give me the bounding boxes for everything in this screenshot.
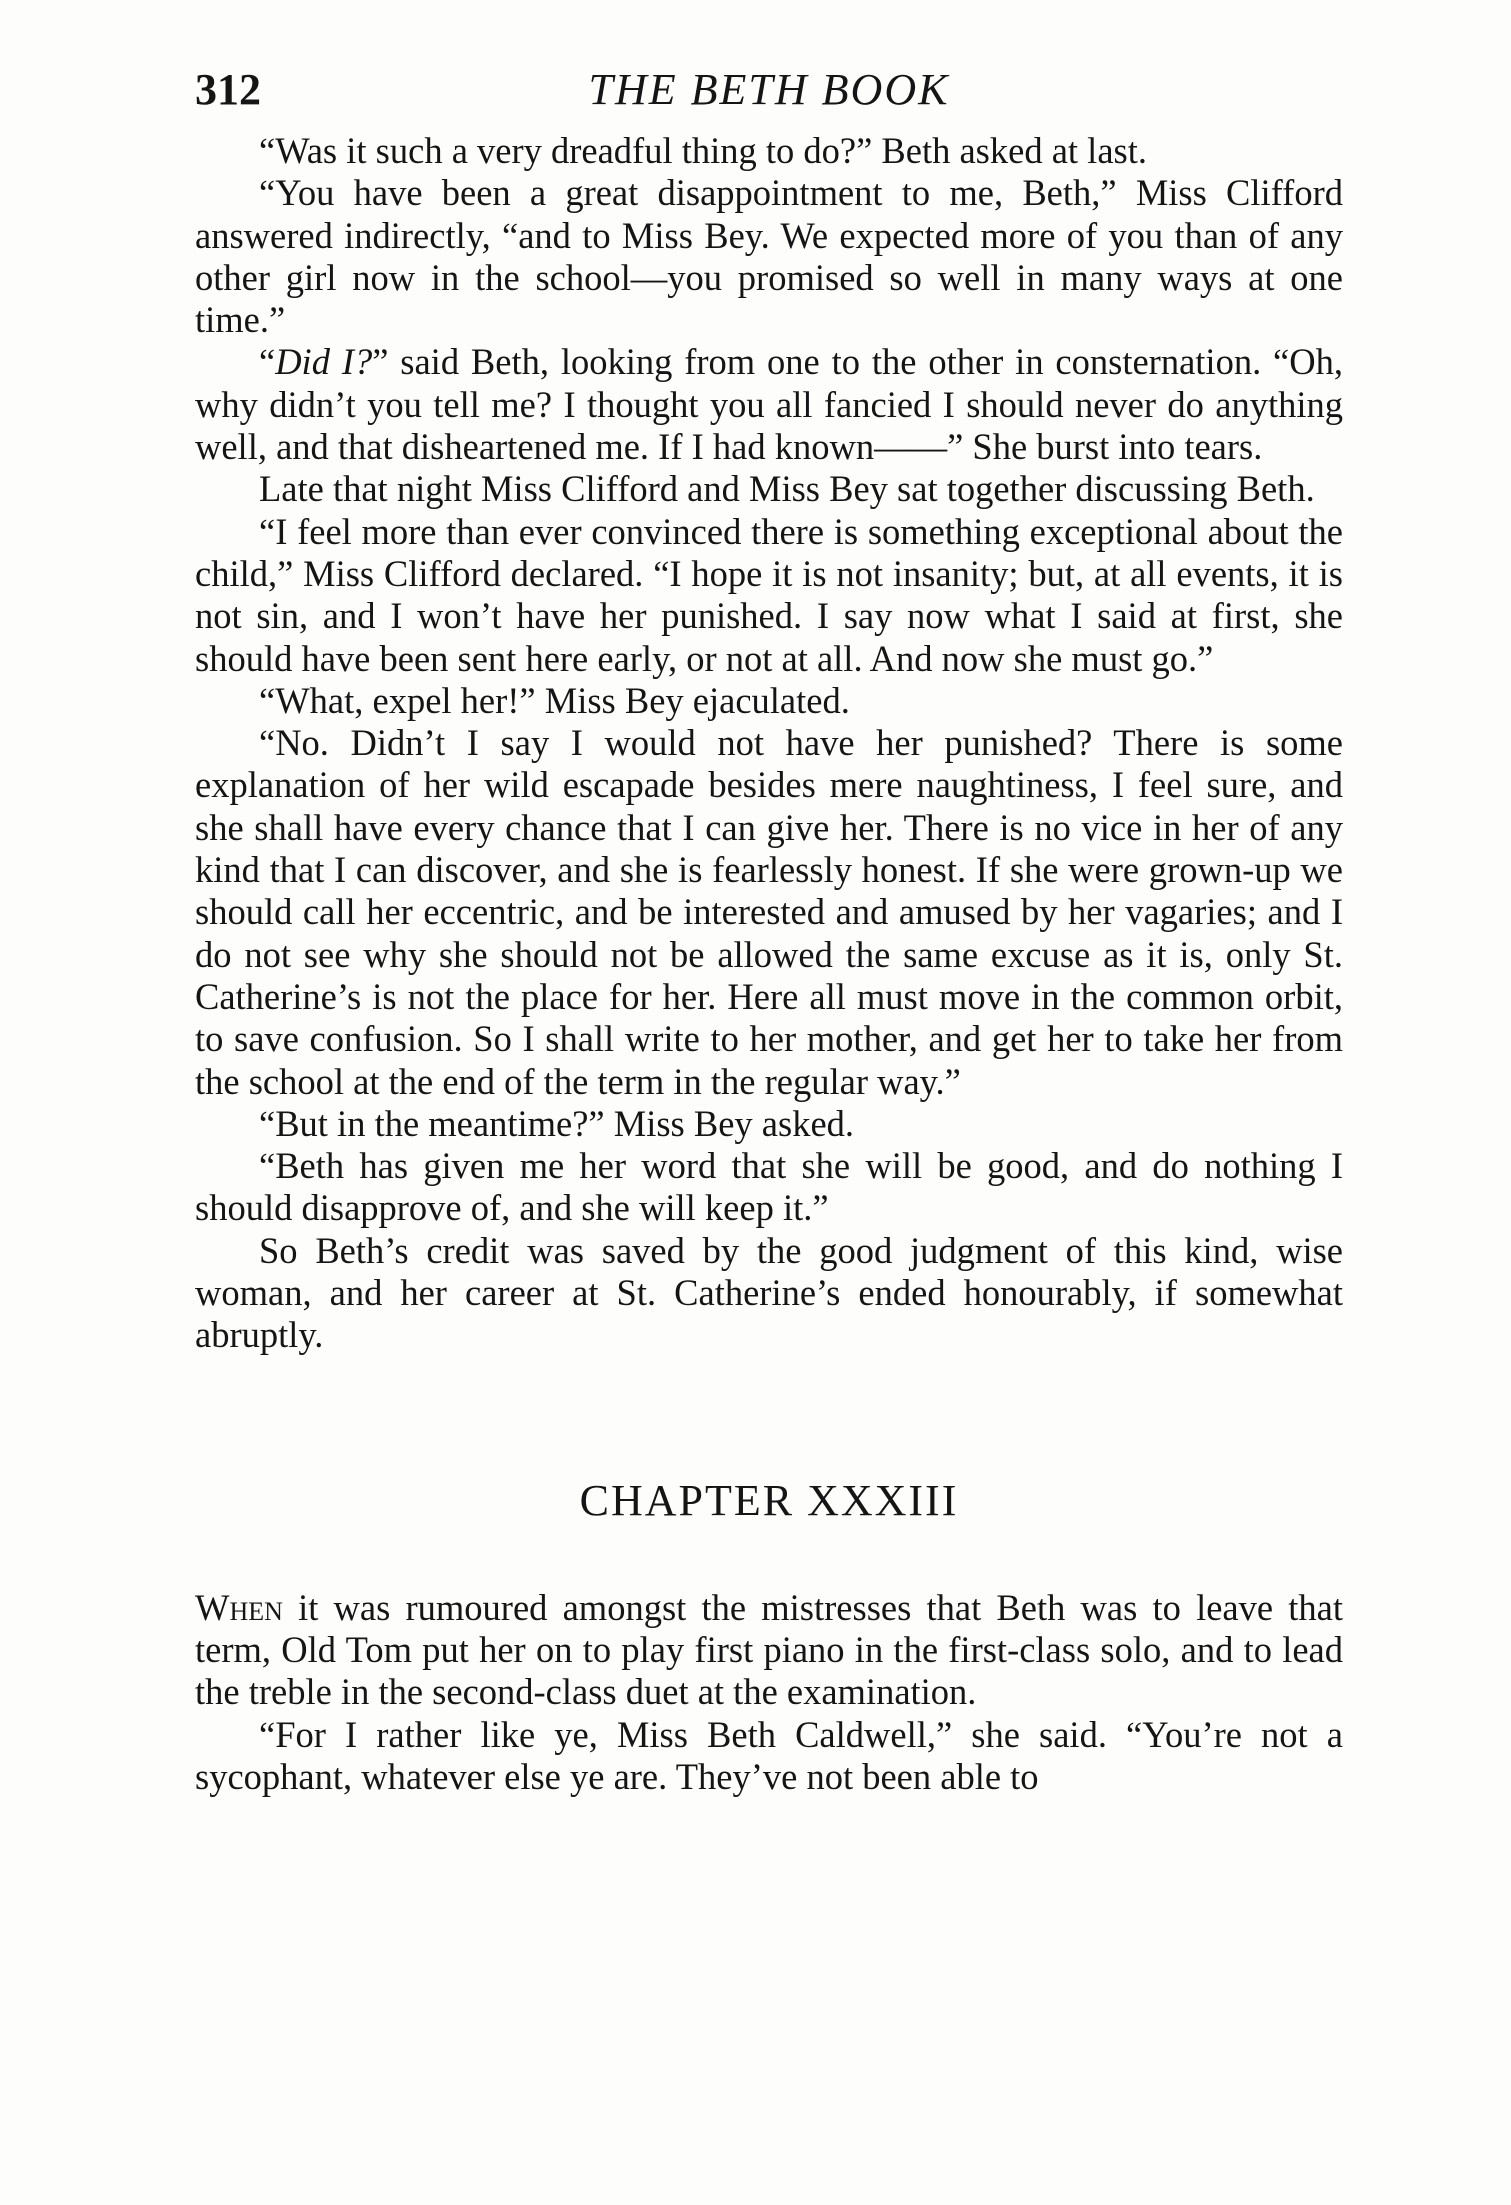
paragraph <box>195 341 1343 468</box>
paragraph-text: it was rumoured amongst the mistresses that Beth was to leave that term, Old Tom put her on to play first piano in the first-class solo, and to lead the treble in the second-class duet at the examination. <box>195 1586 1343 1713</box>
page-number: 312 <box>195 65 261 114</box>
paragraph: “But in the meantime?” Miss Bey asked. <box>259 1102 855 1144</box>
paragraph: “No. Didn’t I say I would not have her punished? There is some explanation of her wild escapade besides mere naughtiness, I feel sure, and she shall have every chance that I can give her. There is no vice in her of any kind that I can discover, and she is fearlessly honest. If she were grown-up we should call her eccentric, and be interested and amused by her vagaries; and I do not see why she should not be allowed the same excuse as it is, only St. Catherine’s is not the place for her. Here all must move in the common orbit, to save confusion. So I shall write to her mother, and get her to take her from the school at the end of the term in the regular way.” <box>195 722 1343 1102</box>
body-text <box>195 130 1343 1798</box>
chapter-opening-paragraph <box>195 1587 1343 1714</box>
paragraph: “For I rather like ye, Miss Beth Caldwell,” she said. “You’re not a sycophant, whatever else ye are. They’ve not been able to <box>195 1713 1343 1797</box>
paragraph: “I feel more than ever convinced there is something exceptional about the child,” Miss Clifford declared. “I hope it is not insanity; but, at all events, it is not sin, and I won’t have her punished. I say now what I said at first, she should have been sent here early, or not at all. And now she must go.” <box>195 510 1343 679</box>
chapter-heading: CHAPTER XXXIII <box>579 1475 959 1525</box>
paragraph: “You have been a great disappointment to me, Beth,” Miss Clifford answered indirectly, “and to Miss Bey. We expected more of you than of any other girl now in the school—you promised so well in many ways at one time.” <box>195 172 1343 341</box>
emphasized-text: Did I? <box>275 341 373 383</box>
paragraph: “Was it such a very dreadful thing to do?” Beth asked at last. <box>259 130 1147 171</box>
quote-mark: “ <box>259 341 276 383</box>
book-title: THE BETH BOOK <box>588 65 950 114</box>
paragraph: “Beth has given me her word that she will be good, and do nothing I should disapprove of, and she will keep it.” <box>195 1145 1343 1229</box>
running-head <box>195 60 1343 120</box>
paragraph: “What, expel her!” Miss Bey ejaculated. <box>259 679 850 721</box>
opening-word: When <box>195 1586 283 1628</box>
paragraph-text: ” said Beth, looking from one to the other in consternation. “Oh, why didn’t you tell me? I thought you all fancied I should never do anything well, and that disheartened me. If I had known——” She burst into tears. <box>195 341 1343 468</box>
paragraph: Late that night Miss Clifford and Miss Bey sat together discussing Beth. <box>259 468 1315 510</box>
paragraph: So Beth’s credit was saved by the good judgment of this kind, wise woman, and her career at St. Catherine’s ended honourably, if somewhat abruptly. <box>195 1229 1343 1356</box>
